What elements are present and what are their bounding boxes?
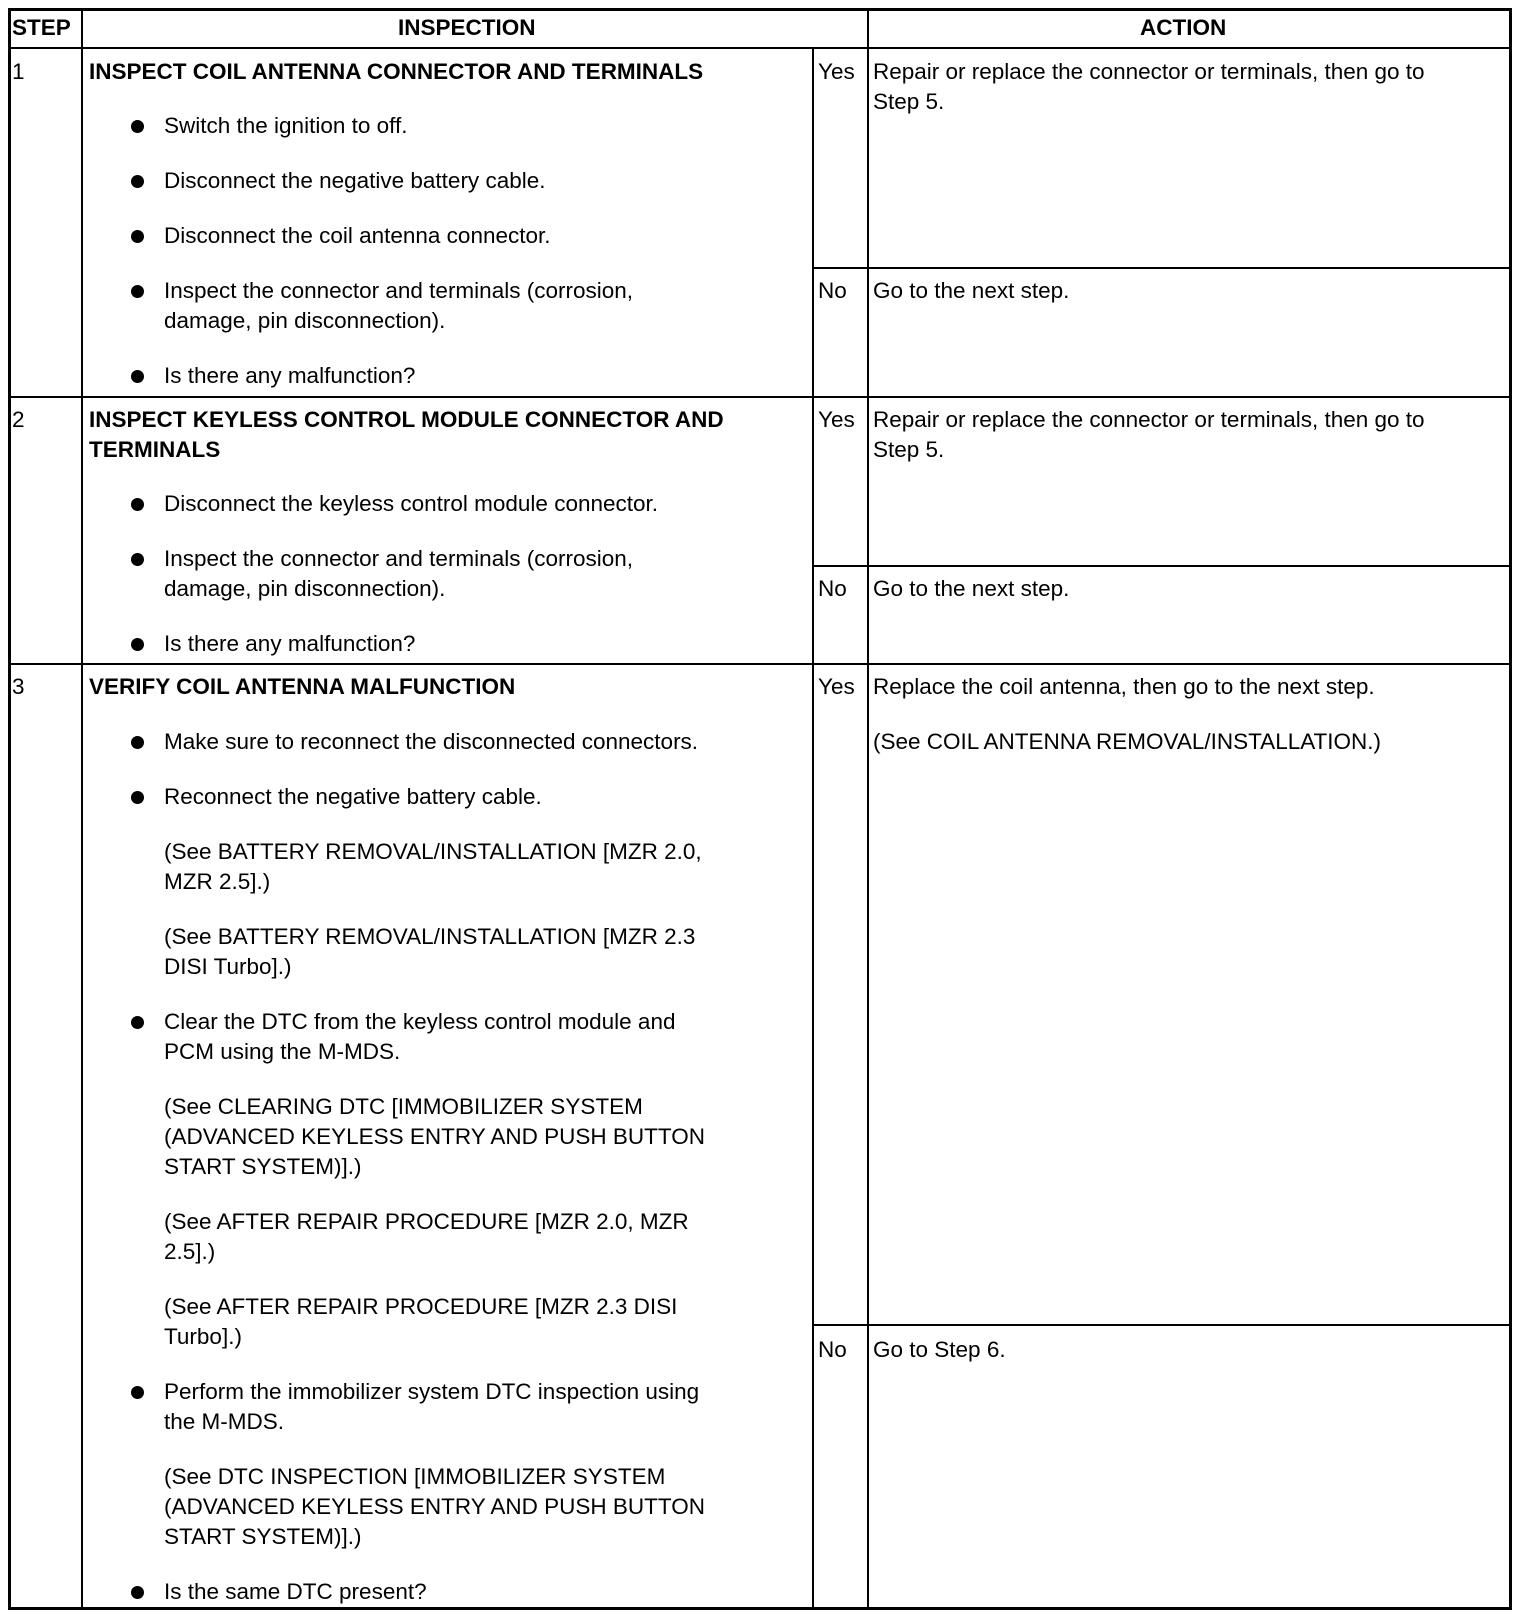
yes-action: Repair or replace the connector or terminals, then go to <box>873 59 1425 84</box>
yes-action: Step 5. <box>873 89 945 114</box>
yes-label: Yes <box>818 674 855 699</box>
reference-note: (See BATTERY REMOVAL/INSTALLATION [MZR 2.3 <box>164 924 696 949</box>
no-action: Go to the next step. <box>873 278 1070 303</box>
yes-action: Step 5. <box>873 437 945 462</box>
yes-label: Yes <box>818 407 855 432</box>
inspection-item: Disconnect the keyless control module connector. <box>164 491 659 516</box>
action-column-divider <box>867 8 869 1610</box>
header-step: STEP <box>12 15 71 40</box>
inspection-item: damage, pin disconnection). <box>164 308 446 333</box>
inspection-item: the M-MDS. <box>164 1409 285 1434</box>
inspection-item: Disconnect the coil antenna connector. <box>164 223 551 248</box>
header-action: ACTION <box>1140 15 1227 40</box>
bullet-icon <box>131 1386 144 1399</box>
inspection-item: Clear the DTC from the keyless control module and <box>164 1009 676 1034</box>
table-border-bottom <box>8 1607 1512 1610</box>
row2-yes-no-divider <box>812 565 1512 567</box>
reference-note: MZR 2.5].) <box>164 869 271 894</box>
bullet-icon <box>131 498 144 511</box>
inspection-item: Is the same DTC present? <box>164 1579 427 1604</box>
reference-note: (See BATTERY REMOVAL/INSTALLATION [MZR 2.0, <box>164 839 702 864</box>
inspection-item: Switch the ignition to off. <box>164 113 408 138</box>
header-inspection: INSPECTION <box>398 15 536 40</box>
step-number: 1 <box>12 59 25 84</box>
yes-action: (See COIL ANTENNA REMOVAL/INSTALLATION.) <box>873 729 1382 754</box>
no-label: No <box>818 1337 847 1362</box>
bullet-icon <box>131 1016 144 1029</box>
row-divider-1-2 <box>8 396 1512 398</box>
inspection-item: Inspect the connector and terminals (corrosion, <box>164 546 633 571</box>
no-label: No <box>818 278 847 303</box>
table-border-left <box>8 8 11 1610</box>
inspection-item: Inspect the connector and terminals (corrosion, <box>164 278 633 303</box>
bullet-icon <box>131 1586 144 1599</box>
bullet-icon <box>131 230 144 243</box>
yes-action: Repair or replace the connector or terminals, then go to <box>873 407 1425 432</box>
step-number: 2 <box>12 407 25 432</box>
step-title: INSPECT COIL ANTENNA CONNECTOR AND TERMINALS <box>89 59 704 84</box>
no-action: Go to Step 6. <box>873 1337 1006 1362</box>
reference-note: (ADVANCED KEYLESS ENTRY AND PUSH BUTTON <box>164 1494 705 1519</box>
yes-action: Replace the coil antenna, then go to the next step. <box>873 674 1375 699</box>
step-title: TERMINALS <box>89 437 221 462</box>
bullet-icon <box>131 791 144 804</box>
reference-note: (See CLEARING DTC [IMMOBILIZER SYSTEM <box>164 1094 643 1119</box>
inspection-item: damage, pin disconnection). <box>164 576 446 601</box>
inspection-item: Perform the immobilizer system DTC inspection using <box>164 1379 700 1404</box>
reference-note: Turbo].) <box>164 1324 242 1349</box>
bullet-icon <box>131 285 144 298</box>
step-column-divider <box>81 8 83 1610</box>
reference-note: (See AFTER REPAIR PROCEDURE [MZR 2.0, MZR <box>164 1209 689 1234</box>
inspection-item: Is there any malfunction? <box>164 363 416 388</box>
step-title: VERIFY COIL ANTENNA MALFUNCTION <box>89 674 516 699</box>
no-action: Go to the next step. <box>873 576 1070 601</box>
table-border-top <box>8 8 1512 11</box>
table-border-right <box>1509 8 1512 1610</box>
step-title: INSPECT KEYLESS CONTROL MODULE CONNECTOR AND <box>89 407 724 432</box>
reference-note: (ADVANCED KEYLESS ENTRY AND PUSH BUTTON <box>164 1124 705 1149</box>
yes-label: Yes <box>818 59 855 84</box>
reference-note: (See AFTER REPAIR PROCEDURE [MZR 2.3 DISI <box>164 1294 678 1319</box>
inspection-item: PCM using the M-MDS. <box>164 1039 401 1064</box>
step-number: 3 <box>12 674 25 699</box>
bullet-icon <box>131 638 144 651</box>
yes-no-column-divider <box>812 48 814 1610</box>
row3-yes-no-divider <box>812 1324 1512 1326</box>
row-divider-2-3 <box>8 663 1512 665</box>
reference-note: START SYSTEM)].) <box>164 1154 362 1179</box>
inspection-item: Reconnect the negative battery cable. <box>164 784 542 809</box>
reference-note: DISI Turbo].) <box>164 954 292 979</box>
header-divider <box>8 47 1512 49</box>
bullet-icon <box>131 736 144 749</box>
inspection-item: Disconnect the negative battery cable. <box>164 168 546 193</box>
bullet-icon <box>131 120 144 133</box>
reference-note: START SYSTEM)].) <box>164 1524 362 1549</box>
bullet-icon <box>131 553 144 566</box>
inspection-item: Make sure to reconnect the disconnected connectors. <box>164 729 699 754</box>
reference-note: (See DTC INSPECTION [IMMOBILIZER SYSTEM <box>164 1464 666 1489</box>
bullet-icon <box>131 175 144 188</box>
inspection-item: Is there any malfunction? <box>164 631 416 656</box>
no-label: No <box>818 576 847 601</box>
bullet-icon <box>131 370 144 383</box>
reference-note: 2.5].) <box>164 1239 216 1264</box>
row1-yes-no-divider <box>812 267 1512 269</box>
